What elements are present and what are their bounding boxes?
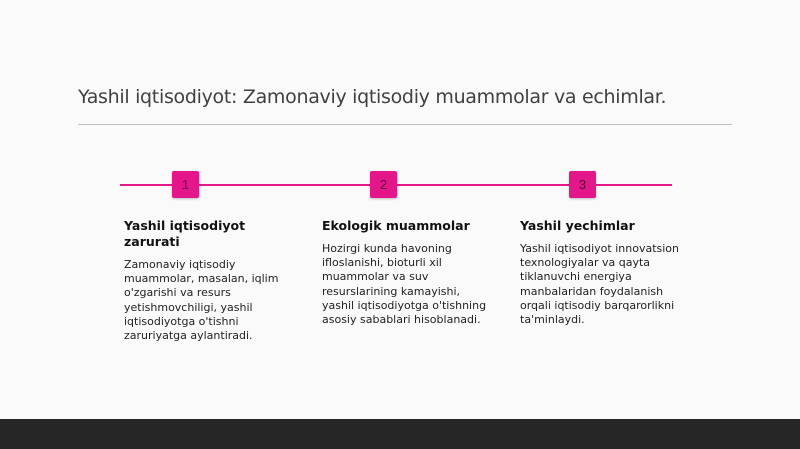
slide-title: Yashil iqtisodiyot: Zamonaviy iqtisodiy muammolar va echimlar.	[78, 86, 667, 108]
step-heading-1: Yashil iqtisodiyot zarurati	[124, 218, 246, 249]
step-column-2	[322, 218, 492, 327]
step-text-2: Hozirgi kunda havoning ifloslanishi, bioturli xil muammolar va suv resurslarining kamayishi, yashil iqtisodiyotga o'tishning asosiy sabablari hisoblanadi.	[322, 242, 487, 327]
step-heading-2: Ekologik muammolar	[322, 218, 470, 233]
step-marker-2	[370, 171, 397, 198]
step-heading-3: Yashil yechimlar	[520, 218, 635, 233]
title-divider	[78, 124, 732, 125]
step-column-3	[520, 218, 685, 327]
step-marker-1	[172, 171, 199, 198]
step-marker-3	[569, 171, 596, 198]
step-number-3: 3	[578, 177, 587, 192]
step-number-2: 2	[379, 177, 388, 192]
step-text-1: Zamonaviy iqtisodiy muammolar, masalan, iqlim o'zgarishi va resurs yetishmovchiligi, yashil iqtisodiyotga o'tishni zaruriyatga aylantiradi.	[124, 258, 279, 343]
bottom-bar	[0, 419, 800, 449]
step-text-3: Yashil iqtisodiyot innovatsion texnologiyalar va qayta tiklanuvchi energiya manbalaridan foydalanish orqali iqtisodiy barqarorlikni ta'minlaydi.	[520, 242, 679, 327]
step-column-1	[124, 218, 284, 343]
step-number-1: 1	[181, 177, 190, 192]
